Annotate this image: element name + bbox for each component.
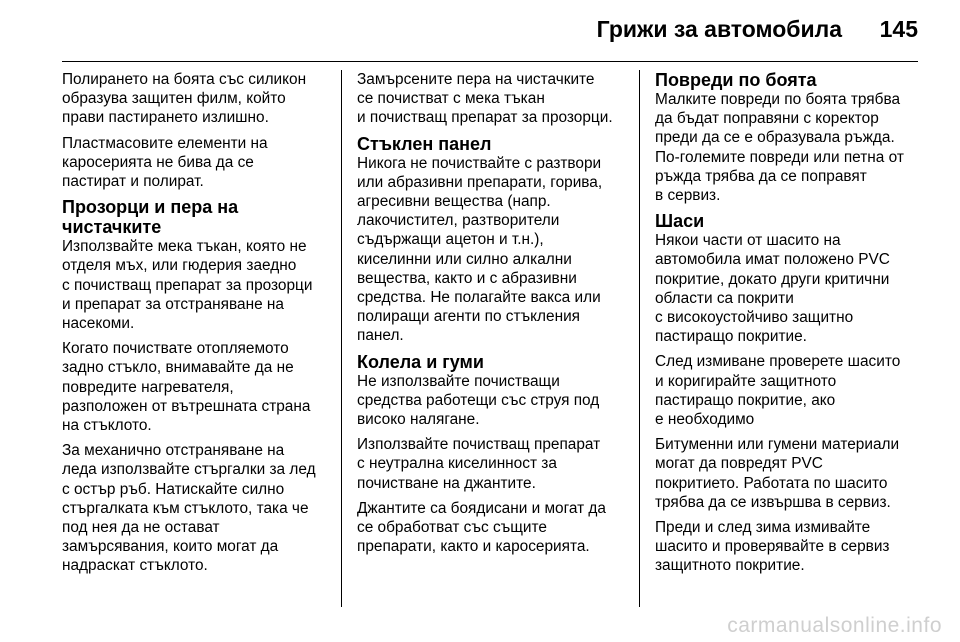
heading-line: Повреди по боята xyxy=(655,70,817,90)
text-line: се почистват с мека тъкан xyxy=(357,90,545,108)
text-line: пастират и полират. xyxy=(62,173,204,191)
paragraph xyxy=(62,134,332,192)
text-column-middle xyxy=(357,70,629,562)
text-line: киселинни или силно алкални xyxy=(357,250,572,268)
text-line: покритието. Работата по шасито xyxy=(655,474,888,492)
text-line: каросерията не бива да се xyxy=(62,153,254,171)
section xyxy=(357,134,629,346)
text-line: пастиращо покритие, ако xyxy=(655,391,836,409)
heading-line: Шаси xyxy=(655,211,705,232)
text-line: шасито и проверявайте в сервиз xyxy=(655,538,890,556)
paragraph xyxy=(62,237,332,333)
text-line: лакочистител, разтворители xyxy=(357,212,560,230)
page-title: Грижи за автомобила xyxy=(596,16,842,42)
text-line: Не използвайте почистващи xyxy=(357,372,560,390)
text-column-left xyxy=(62,70,332,582)
heading-line: Прозорци и пера на xyxy=(62,197,239,218)
text-line: стъргалката към стъклото, така че xyxy=(62,499,309,517)
text-line: вещества, както и с абразивни xyxy=(357,269,577,287)
text-line: с високоустойчиво защитно xyxy=(655,309,854,327)
text-line: в сервиз. xyxy=(655,187,721,205)
section-heading xyxy=(357,352,629,372)
text-line: отделя мъх, или гюдерия заедно xyxy=(62,257,297,275)
text-line: трябва да се извършва в сервиз. xyxy=(655,493,891,511)
text-column-right xyxy=(655,70,927,582)
paragraph xyxy=(62,70,332,128)
text-line: панел. xyxy=(357,327,404,345)
text-line: леда използвайте стъргалки за лед xyxy=(62,461,316,479)
paragraph xyxy=(655,231,927,346)
paragraph xyxy=(655,435,927,512)
text-line: високо налягане. xyxy=(357,411,480,429)
text-line: Битуменни или гумени материали xyxy=(655,436,900,454)
text-line: Използвайте мека тъкан, която не xyxy=(62,238,307,256)
text-line: с неутрална киселинност за xyxy=(357,455,557,473)
paragraph xyxy=(655,352,927,429)
text-line: По-големите повреди или петна от xyxy=(655,148,904,166)
text-line: агресивни вещества (напр. xyxy=(357,193,551,211)
text-line: средства работещи със струя под xyxy=(357,391,600,409)
text-line: След измиване проверете шасито xyxy=(655,353,901,371)
text-line: и коригирайте защитното xyxy=(655,372,837,390)
text-line: прави пастирането излишно. xyxy=(62,109,269,127)
section xyxy=(62,197,332,575)
text-line: Преди и след зима измивайте xyxy=(655,519,871,537)
text-line: надраскат стъклото. xyxy=(62,557,208,575)
section xyxy=(357,70,629,128)
text-line: насекоми. xyxy=(62,315,135,333)
paragraph xyxy=(62,441,332,575)
text-line: повредите нагревателя, xyxy=(62,378,234,396)
text-line: полиращи агенти по стъкления xyxy=(357,308,581,326)
page-number: 145 xyxy=(879,16,918,42)
text-line: образува защитен филм, който xyxy=(62,90,286,108)
column-divider xyxy=(341,70,342,607)
paragraph xyxy=(655,90,927,205)
column-divider xyxy=(639,70,640,607)
watermark: carmanualsonline.info xyxy=(727,614,942,637)
text-line: е необходимо xyxy=(655,411,755,429)
text-line: автомобила имат положено PVC xyxy=(655,251,890,269)
text-line: Замърсените пера на чистачките xyxy=(357,71,595,88)
section-heading xyxy=(655,70,927,90)
heading-line: чистачките xyxy=(62,217,162,238)
text-line: Когато почиствате отопляемото xyxy=(62,340,289,358)
text-line: замърсявания, които могат да xyxy=(62,538,279,556)
paragraph xyxy=(62,339,332,435)
section xyxy=(655,211,927,575)
heading-line: Колела и гуми xyxy=(357,351,484,372)
text-line: съдържащи ацетон и т.н.), xyxy=(357,231,544,249)
text-line: пастиращо покритие. xyxy=(655,328,807,346)
text-line: препарати, както и каросерията. xyxy=(357,538,590,556)
text-line: и препарат за отстраняване на xyxy=(62,295,284,313)
text-line: области са покрити xyxy=(655,289,794,307)
text-line: се обработват със същите xyxy=(357,519,547,537)
heading-line: Стъклен панел xyxy=(357,133,492,154)
paragraph xyxy=(357,372,629,430)
text-line: и почистващ препарат за прозорци. xyxy=(357,109,613,127)
text-line: За механично отстраняване на xyxy=(62,442,285,460)
text-line: почистване на джантите. xyxy=(357,474,536,492)
header-rule xyxy=(62,61,918,62)
paragraph xyxy=(357,435,629,493)
text-line: Използвайте почистващ препарат xyxy=(357,436,601,454)
text-line: могат да повредят PVC xyxy=(655,455,823,473)
text-line: Джантите са боядисани и могат да xyxy=(357,499,606,517)
section-heading xyxy=(62,197,332,237)
text-line: под нея да не остават xyxy=(62,519,220,537)
text-line: с остър ръб. Натискайте силно xyxy=(62,480,285,498)
text-line: ръжда трябва да се поправят xyxy=(655,167,867,185)
paragraph xyxy=(357,154,629,346)
paragraph xyxy=(655,518,927,576)
section xyxy=(62,70,332,191)
paragraph xyxy=(357,499,629,557)
section xyxy=(357,352,629,557)
text-line: защитното покритие. xyxy=(655,557,805,575)
section xyxy=(655,70,927,205)
text-line: с почистващ препарат за прозорци xyxy=(62,276,313,294)
text-line: средства. Не полагайте вакса или xyxy=(357,289,601,307)
section-heading xyxy=(655,211,927,231)
text-line: или абразивни препарати, горива, xyxy=(357,173,603,191)
text-line: преди да се е образувала ръжда. xyxy=(655,129,895,147)
section-heading xyxy=(357,134,629,154)
text-line: Пластмасовите елементи на xyxy=(62,134,268,152)
text-line: да бъдат поправяни с коректор xyxy=(655,110,879,128)
text-line: Никога не почиствайте с разтвори xyxy=(357,154,602,172)
text-line: Малките повреди по боята трябва xyxy=(655,91,901,108)
text-line: на стъклото. xyxy=(62,417,152,435)
paragraph xyxy=(357,70,629,128)
text-line: покритие, докато други критични xyxy=(655,270,890,288)
text-line: задно стъкло, внимавайте да не xyxy=(62,359,294,377)
text-line: Полирането на боята със силикон xyxy=(62,71,307,88)
text-line: Някои части от шасито на xyxy=(655,232,841,250)
text-line: разположен от вътрешната страна xyxy=(62,397,311,415)
